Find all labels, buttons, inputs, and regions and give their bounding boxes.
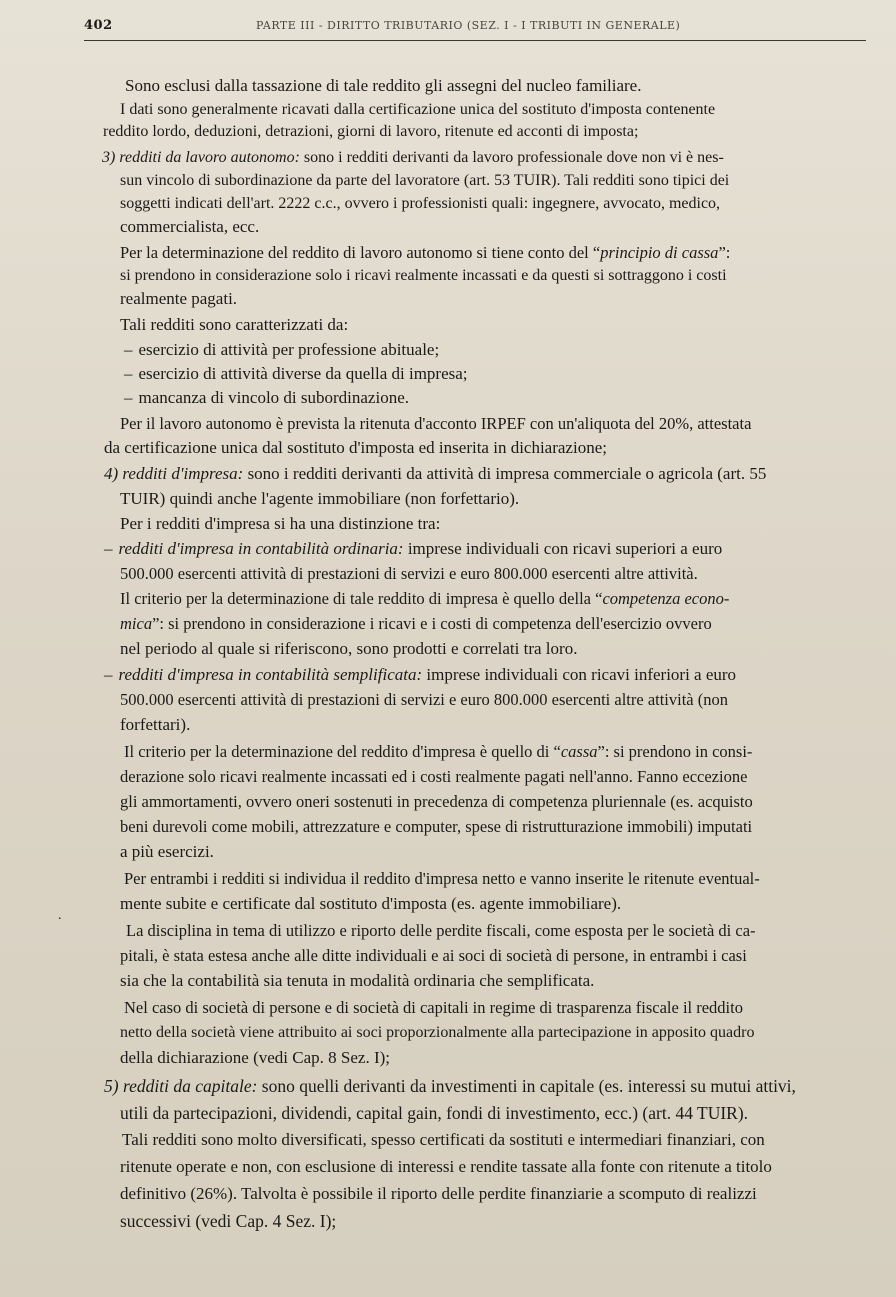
dash-bullet: – [124, 388, 133, 407]
text-line: sia che la contabilità sia tenuta in modalità ordinaria che semplificata. [120, 971, 595, 990]
text-run: ”: si prendono in considerazione i ricavi e i costi di competenza dell'esercizio ovvero [152, 614, 712, 633]
text-line: reddito lordo, deduzioni, detrazioni, giorni di lavoro, ritenute ed acconti di imposta; [103, 123, 639, 140]
running-header [84, 18, 866, 41]
dash-text: esercizio di attività per professione abituale; [138, 340, 440, 359]
dash-text: imprese individuali con ricavi inferiori a euro [426, 665, 737, 684]
text-line: beni durevoli come mobili, attrezzature e computer, spese di ristrutturazione immobili) imputati [120, 817, 753, 836]
text-line: Nel caso di società di persone e di società di capitali in regime di trasparenza fiscale il reddito [124, 998, 743, 1017]
text-line: utili da partecipazioni, dividendi, capital gain, fondi di investimento, ecc.) (art. 44 TUIR). [120, 1103, 749, 1123]
emphasis: principio di cassa [600, 243, 719, 262]
text-line: gli ammortamenti, ovvero oneri sostenuti in precedenza di competenza pluriennale (es. acquisto [120, 792, 753, 811]
text-run: Il criterio per la determinazione del reddito d'impresa è quello di “ [124, 742, 561, 761]
text-run: ”: si prendono in consi- [597, 742, 753, 761]
text-line: soggetti indicati dell'art. 2222 c.c., ovvero i professionisti quali: ingegnere, avvocato, medico, [120, 195, 721, 212]
text-line: successivi (vedi Cap. 4 Sez. I); [120, 1211, 337, 1231]
emphasis: mica [120, 614, 153, 633]
dash-item [104, 539, 722, 559]
text-line: da certificazione unica dal sostituto d'imposta ed inserita in dichiarazione; [104, 438, 607, 457]
text-line [124, 742, 752, 762]
item-label: 5) redditi da capitale: [104, 1076, 258, 1096]
emphasis: cassa [560, 742, 598, 761]
text-run: Il criterio per la determinazione di tale reddito di impresa è quello della “ [120, 589, 603, 608]
dash-bullet: – [104, 539, 113, 558]
dash-item [104, 665, 736, 685]
text-run: ”: [718, 243, 731, 262]
text-line: si prendono in considerazione solo i ricavi realmente incassati e da questi si sottraggono i costi [120, 267, 727, 284]
text-line: 500.000 esercenti attività di prestazioni di servizi e euro 800.000 esercenti altre attività. [120, 564, 698, 583]
running-title: PARTE III - DIRITTO TRIBUTARIO (SEZ. I - I TRIBUTI IN GENERALE) [256, 19, 681, 32]
text-line: I dati sono generalmente ricavati dalla certificazione unica del sostituto d'imposta contenente [120, 101, 716, 118]
dash-text: mancanza di vincolo di subordinazione. [138, 388, 409, 407]
text-line: La disciplina in tema di utilizzo e riporto delle perdite fiscali, come esposta per le società di ca- [126, 921, 756, 940]
dash-item [124, 364, 468, 384]
page-number: 402 [84, 18, 113, 33]
item-text: sono quelli derivanti da investimenti in capitale (es. interessi su mutui attivi, [261, 1076, 796, 1096]
dash-text: imprese individuali con ricavi superiori a euro [407, 539, 723, 558]
dash-item [124, 340, 439, 360]
text-line [120, 243, 730, 263]
text-line: TUIR) quindi anche l'agente immobiliare (non forfettario). [120, 489, 520, 508]
dash-bullet: – [124, 364, 133, 383]
dash-bullet: – [124, 340, 133, 359]
text-run: Per la determinazione del reddito di lavoro autonomo si tiene conto del “ [120, 243, 601, 262]
list-item [104, 1076, 796, 1096]
text-line: pitali, è stata estesa anche alle ditte individuali e ai soci di società di persone, in entrambi i casi [120, 946, 747, 965]
text-line: Tali redditi sono caratterizzati da: [120, 315, 349, 334]
text-line: 500.000 esercenti attività di prestazioni di servizi e euro 800.000 esercenti altre attività (non [120, 690, 729, 709]
text-line: a più esercizi. [120, 842, 214, 861]
text-line [120, 589, 729, 609]
text-line [120, 614, 712, 634]
margin-mark: . [58, 908, 62, 923]
item-label: 3) redditi da lavoro autonomo: [102, 149, 300, 166]
item-text: sono i redditi derivanti da lavoro professionale dove non vi è nes- [303, 149, 724, 166]
text-line: Tali redditi sono molto diversificati, spesso certificati da sostituti e intermediari finanziari, con [122, 1130, 765, 1149]
dash-text: esercizio di attività diverse da quella di impresa; [138, 364, 468, 383]
list-item [102, 148, 724, 168]
item-label: 4) redditi d'impresa: [104, 464, 244, 483]
text-line: netto della società viene attribuito ai soci proporzionalmente alla partecipazione in apposito quadro [120, 1024, 755, 1041]
text-line: Per entrambi i redditi si individua il reddito d'impresa netto e vanno inserite le ritenute eventual- [124, 869, 760, 888]
list-item [104, 464, 766, 484]
text-line: sun vincolo di subordinazione da parte del lavoratore (art. 53 TUIR). Tali redditi sono tipici dei [120, 172, 730, 189]
text-line: della dichiarazione (vedi Cap. 8 Sez. I); [120, 1048, 390, 1067]
text-line: definitivo (26%). Talvolta è possibile il riporto delle perdite finanziarie a scomputo di realizzi [120, 1184, 757, 1203]
dash-bullet: – [104, 665, 113, 684]
text-line: ritenute operate e non, con esclusione di interessi e rendite tassate alla fonte con ritenute a titolo [120, 1157, 772, 1176]
text-line: forfettari). [120, 715, 191, 734]
text-line: realmente pagati. [120, 289, 238, 308]
text-line: mente subite e certificate dal sostituto d'imposta (es. agente immobiliare). [120, 894, 622, 913]
text-line: Per i redditi d'impresa si ha una distinzione tra: [120, 514, 441, 533]
text-line: nel periodo al quale si riferiscono, sono prodotti e correlati tra loro. [120, 639, 578, 658]
text-line: Sono esclusi dalla tassazione di tale reddito gli assegni del nucleo familiare. [125, 76, 642, 95]
text-line: derazione solo ricavi realmente incassati ed i costi realmente pagati nell'anno. Fanno eccezione [120, 767, 748, 786]
text-line: Per il lavoro autonomo è prevista la ritenuta d'acconto IRPEF con un'aliquota del 20%, attestata [120, 414, 752, 433]
dash-item [124, 388, 409, 408]
text-line: commercialista, ecc. [120, 217, 260, 236]
dash-label: redditi d'impresa in contabilità semplificata: [118, 665, 423, 684]
dash-label: redditi d'impresa in contabilità ordinaria: [118, 539, 404, 558]
item-text: sono i redditi derivanti da attività di impresa commerciale o agricola (art. 55 [247, 464, 767, 483]
emphasis: competenza econo- [602, 589, 730, 608]
